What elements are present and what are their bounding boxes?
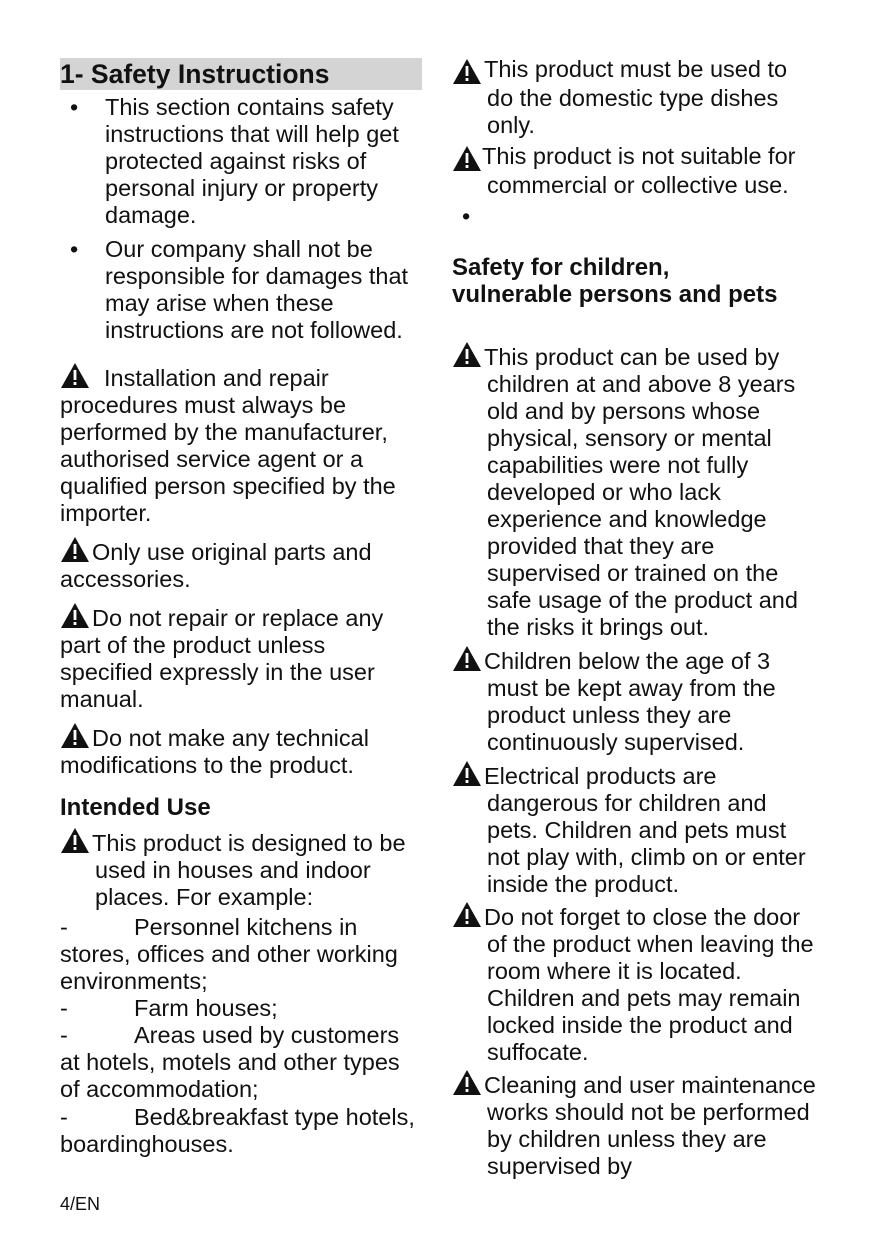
warning-text: Cleaning and user maintenance works should not be performed by children unless they are supervised by xyxy=(484,1072,816,1179)
warning-text: This product is designed to be used in houses and indoor places. For example: xyxy=(92,830,406,910)
warning-triangle-icon xyxy=(60,827,90,854)
warning-triangle-icon xyxy=(452,760,482,787)
dash-marker: - xyxy=(60,995,68,1021)
intro-bullet-text: This section contains safety instructions that will help get protected against risks of personal injury or property damage. xyxy=(105,94,399,228)
warning-triangle-icon xyxy=(60,602,90,629)
warning-electrical-products xyxy=(452,760,817,898)
bullet-dot-icon: • xyxy=(462,203,471,229)
section-heading xyxy=(60,58,422,90)
intro-bullet-text: Our company shall not be responsible for damages that may arise when these instructions are not followed. xyxy=(105,236,409,343)
warning-triangle-icon xyxy=(452,58,482,85)
warning-triangle-icon xyxy=(452,901,482,928)
dash-marker: - xyxy=(60,1104,68,1130)
bullet-dot-icon: • xyxy=(70,94,79,120)
dash-marker: - xyxy=(60,914,68,940)
warning-triangle-icon xyxy=(452,645,482,672)
list-item-text: Bed&breakfast type hotels, boardinghouses. xyxy=(60,1104,415,1157)
warning-text: Installation and repair procedures must always be performed by the manufacturer, authorised service agent or a qualified person specified by the importer. xyxy=(60,365,396,526)
list-item xyxy=(60,914,424,995)
warning-text: Do not repair or replace any part of the product unless specified expressly in the user manual. xyxy=(60,605,384,712)
warning-no-repair xyxy=(60,602,420,713)
list-item xyxy=(60,1104,424,1158)
warning-triangle-icon xyxy=(452,1069,482,1096)
page-number: 4/EN xyxy=(60,1194,101,1214)
warning-triangle-icon xyxy=(60,722,90,749)
warning-close-door xyxy=(452,901,817,1066)
warning-triangle-icon xyxy=(452,145,482,172)
intended-use-heading: Intended Use xyxy=(60,794,211,821)
warning-no-modifications xyxy=(60,722,420,779)
list-item xyxy=(60,995,424,1022)
children-safety-heading: Safety for children, vulnerable persons and pets xyxy=(452,254,778,308)
warning-text: This product is not suitable for commercial or collective use. xyxy=(482,143,796,198)
dash-marker: - xyxy=(60,1022,68,1048)
warning-text: Children below the age of 3 must be kept away from the product unless they are continuously supervised. xyxy=(484,648,776,755)
warning-cleaning xyxy=(452,1069,817,1180)
warning-triangle-icon xyxy=(60,362,90,389)
warning-domestic-use xyxy=(452,56,817,139)
list-item-text: Areas used by customers at hotels, motels and other types of accommodation; xyxy=(60,1022,400,1102)
list-item xyxy=(60,1022,424,1103)
warning-triangle-icon xyxy=(60,536,90,563)
warning-installation xyxy=(60,362,420,527)
section-title: 1- Safety Instructions xyxy=(60,59,330,89)
list-item-text: Personnel kitchens in stores, offices and other working environments; xyxy=(60,914,398,994)
warning-not-commercial xyxy=(452,143,817,199)
warning-text: Do not forget to close the door of the product when leaving the room where it is located. Children and pets may remain locked inside the product and suffocate. xyxy=(484,904,814,1065)
bullet-dot-icon: • xyxy=(70,236,79,262)
warning-original-parts xyxy=(60,536,420,593)
warning-text: This product can be used by children at and above 8 years old and by persons whose physical, sensory or mental capabilities were not fully developed or who lack experience and knowledge provided that they are supervised or trained on the safe usage of the product and the risks it brings out. xyxy=(484,344,798,640)
list-item-text: Farm houses; xyxy=(134,995,278,1021)
warning-children-3 xyxy=(452,645,817,756)
warning-text: Electrical products are dangerous for children and pets. Children and pets must not play with, climb on or enter inside the product. xyxy=(484,763,806,897)
warning-text: Only use original parts and accessories. xyxy=(60,539,372,592)
warning-text: This product must be used to do the domestic type dishes only. xyxy=(484,56,788,138)
warning-intended-use xyxy=(60,827,420,911)
warning-children-8 xyxy=(452,341,817,641)
warning-text: Do not make any technical modifications to the product. xyxy=(60,725,369,778)
warning-triangle-icon xyxy=(452,341,482,368)
